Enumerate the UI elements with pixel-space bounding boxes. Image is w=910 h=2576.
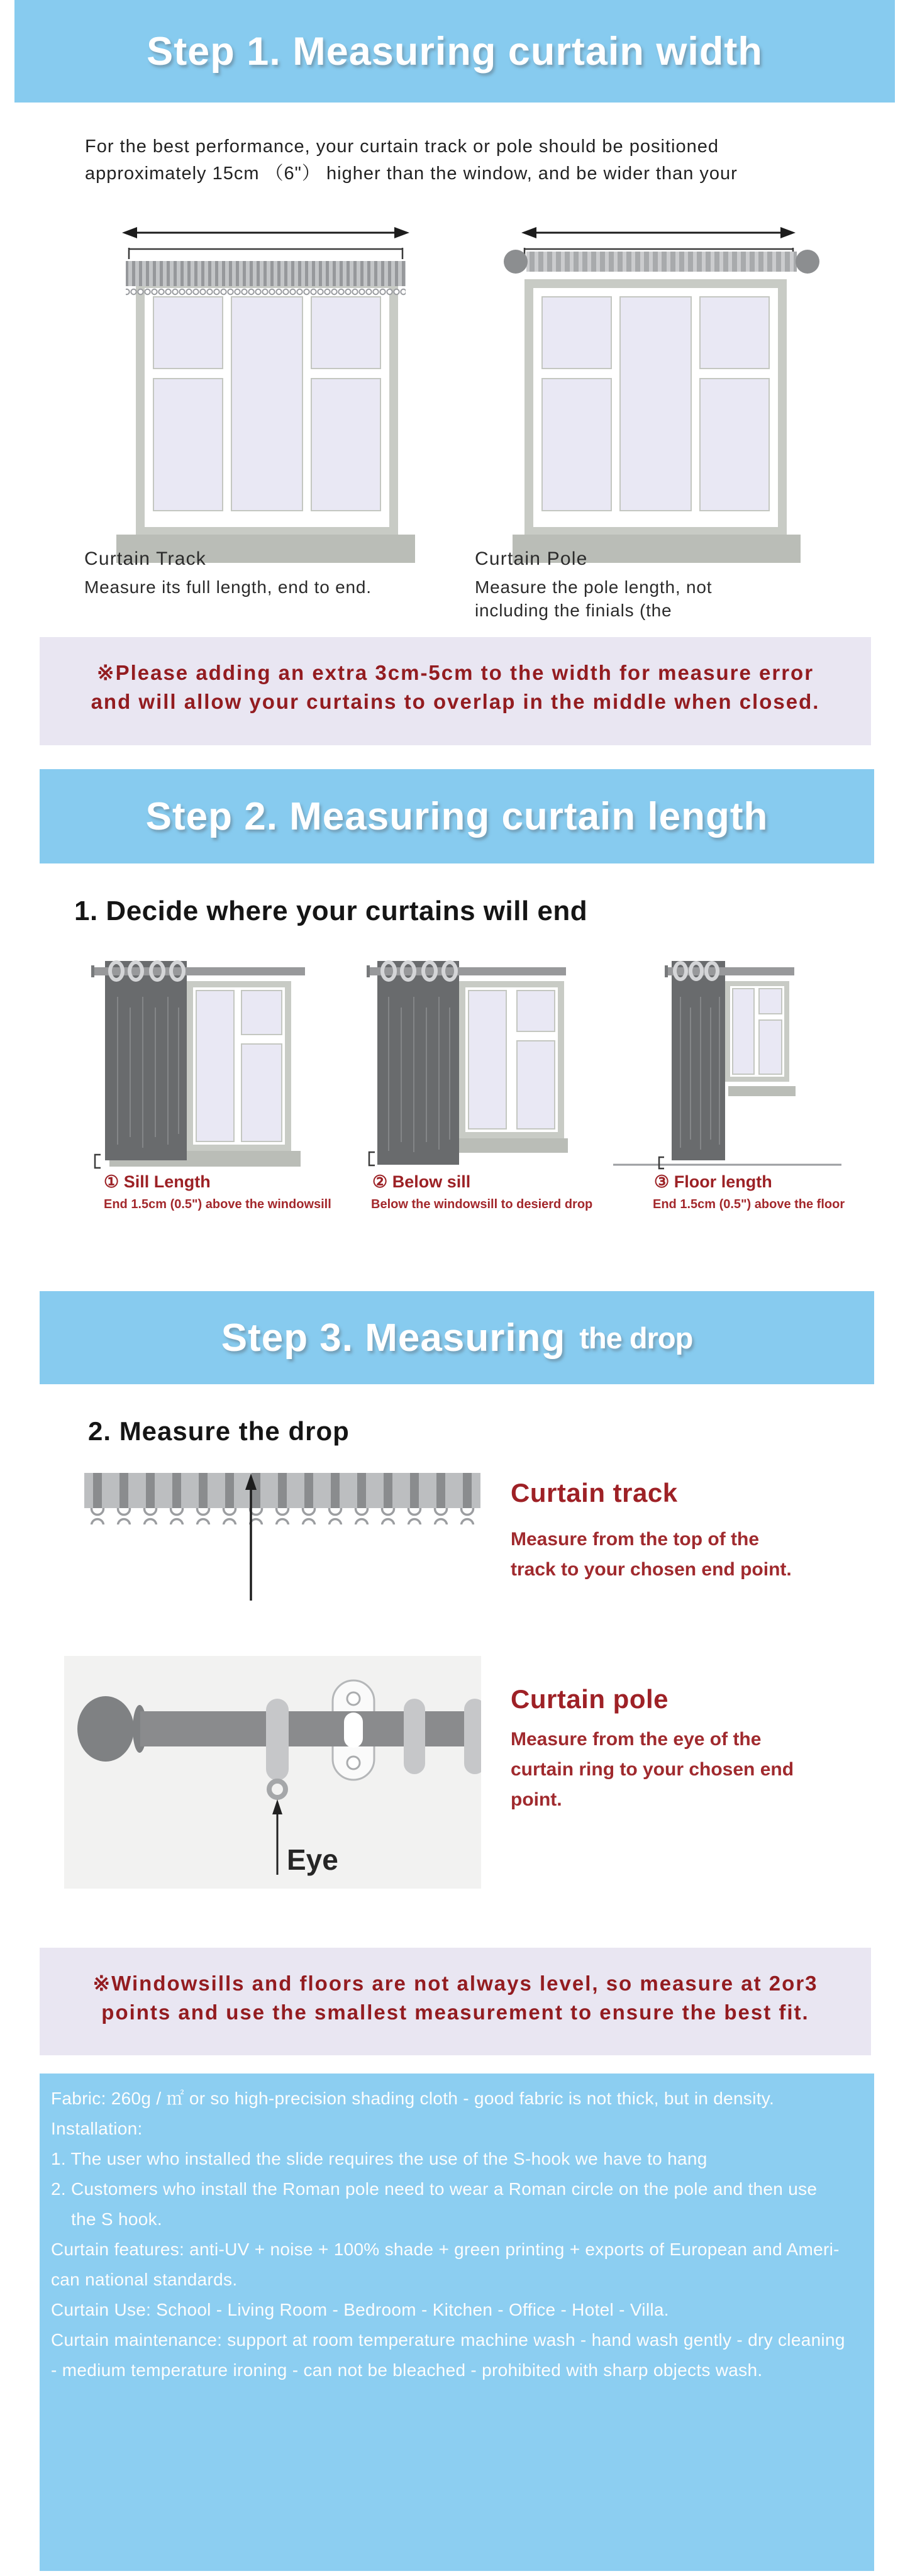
pole-cap	[91, 965, 94, 977]
level-note	[40, 1948, 871, 2055]
info-line: can national standards.	[51, 2270, 238, 2289]
info-line: the S hook.	[71, 2209, 162, 2229]
track-caption-line: Measure its full length, end to end.	[84, 577, 372, 597]
pole-with-rings	[526, 252, 797, 272]
level-note-line2: points and use the smallest measurement to ensure the best fit.	[101, 2001, 809, 2024]
info-line: - medium temperature ironing - can not be bleached - prohibited with sharp objects wash.	[51, 2360, 763, 2380]
track-rings	[84, 1508, 480, 1524]
pole-drop-diagram	[64, 1656, 481, 1889]
option1-title: ① Sill Length	[104, 1172, 211, 1191]
below-sill-diagram	[352, 956, 579, 1170]
curtain-panel	[377, 961, 459, 1165]
window	[187, 981, 291, 1151]
track-caption-title: Curtain Track	[84, 548, 206, 569]
info-line: 1. The user who installed the slide requires the use of the S-hook we have to hang	[51, 2149, 707, 2168]
width-note-line2: and will allow your curtains to overlap in the middle when closed.	[91, 690, 820, 713]
track-band	[84, 1473, 480, 1508]
step1-banner-text: Step 1. Measuring curtain width	[147, 29, 763, 74]
pole-cap	[367, 965, 370, 977]
pole-drop-line3: point.	[511, 1789, 562, 1810]
window	[524, 279, 787, 536]
track-drop-line2: track to your chosen end point.	[511, 1559, 792, 1580]
track-caption	[84, 548, 372, 599]
window	[459, 981, 564, 1138]
product-info-box	[40, 2074, 874, 2571]
option2-desc: Below the windowsill to desierd drop	[371, 1197, 593, 1211]
track-band	[126, 261, 406, 286]
measure-mark	[95, 1155, 101, 1168]
pole-drop-line2: curtain ring to your chosen end	[511, 1759, 794, 1780]
option1-desc: End 1.5cm (0.5") above the windowsill	[104, 1197, 331, 1211]
curtain-ring	[464, 1699, 481, 1774]
step1-intro	[85, 133, 738, 187]
track-drop-diagram	[84, 1468, 487, 1604]
track-drop-title: Curtain track	[511, 1478, 678, 1507]
finial-left	[504, 250, 528, 274]
curtain-ring	[404, 1699, 425, 1774]
pole-caption-line2: including the finials (the	[475, 601, 672, 620]
track-drop-text	[511, 1524, 792, 1585]
finial-right	[796, 250, 819, 274]
pole-cap	[665, 965, 668, 977]
info-line: Curtain maintenance: support at room temperature machine wash - hand wash gently - dry cleaning	[51, 2330, 845, 2350]
curtain-ring-with-eye	[266, 1699, 289, 1780]
info-line: Curtain features: anti-UV + noise + 100% shade + green printing + exports of European and Ameri-	[51, 2240, 840, 2259]
step3-banner-main: Step 3. Measuring	[221, 1316, 566, 1360]
info-line: Curtain Use: School - Living Room - Bedroom - Kitchen - Office - Hotel - Villa.	[51, 2300, 669, 2319]
option3-title: ③ Floor length	[654, 1172, 772, 1191]
pole-bar	[140, 1711, 481, 1746]
bracket-slot	[344, 1713, 363, 1748]
track-gliders	[126, 286, 406, 297]
floor-length-diagram	[604, 956, 849, 1170]
track-drop-line1: Measure from the top of the	[511, 1529, 760, 1550]
curtain-panel	[672, 961, 725, 1160]
step3-heading: 2. Measure the drop	[88, 1416, 350, 1446]
width-note	[40, 637, 871, 745]
sill-length-diagram	[63, 956, 314, 1170]
pole-drop-title: Curtain pole	[511, 1684, 669, 1714]
step3-banner	[40, 1291, 874, 1384]
measure-mark	[369, 1152, 375, 1165]
pole-caption	[475, 548, 712, 622]
curtain-track-window-diagram	[82, 208, 450, 569]
width-arrow	[122, 227, 409, 238]
step1-banner	[14, 0, 895, 103]
ring-eye	[269, 1781, 286, 1797]
level-note-line1: ※Windowsills and floors are not always level, so measure at 2or3	[92, 1972, 818, 1995]
step3-banner-sub: the drop	[579, 1321, 693, 1355]
measure-mark	[659, 1157, 664, 1169]
info-line: Fabric: 260g / ㎡ or so high-precision shading cloth - good fabric is not thick, but in density.	[51, 2089, 775, 2108]
step1-intro-line2: approximately 15cm （6"） higher than the window, and be wider than your	[85, 164, 738, 184]
windowsill	[459, 1138, 568, 1153]
step2-heading: 1. Decide where your curtains will end	[74, 896, 588, 926]
info-line: Installation:	[51, 2119, 143, 2138]
width-arrow	[521, 227, 796, 238]
window	[725, 981, 789, 1082]
pole-drop-line1: Measure from the eye of the	[511, 1729, 762, 1750]
windowsill	[728, 1086, 796, 1096]
option3-desc: End 1.5cm (0.5") above the floor	[653, 1197, 845, 1211]
curtain-pole-window-diagram	[470, 208, 848, 569]
step2-banner	[40, 769, 874, 863]
pole-caption-line1: Measure the pole length, not	[475, 577, 713, 597]
window	[136, 279, 398, 536]
eye-label: Eye	[287, 1843, 338, 1876]
pole-caption-title: Curtain Pole	[475, 548, 588, 569]
dimension-bracket	[129, 248, 402, 259]
step1-intro-line1: For the best performance, your curtain track or pole should be positioned	[85, 136, 719, 157]
step2-banner-text: Step 2. Measuring curtain length	[145, 794, 769, 838]
option2-title: ② Below sill	[372, 1172, 471, 1191]
pole-drop-text	[511, 1724, 794, 1815]
info-line: 2. Customers who install the Roman pole need to wear a Roman circle on the pole and then use	[51, 2179, 818, 2199]
width-note-line1: ※Please adding an extra 3cm-5cm to the width for measure error	[96, 661, 814, 684]
